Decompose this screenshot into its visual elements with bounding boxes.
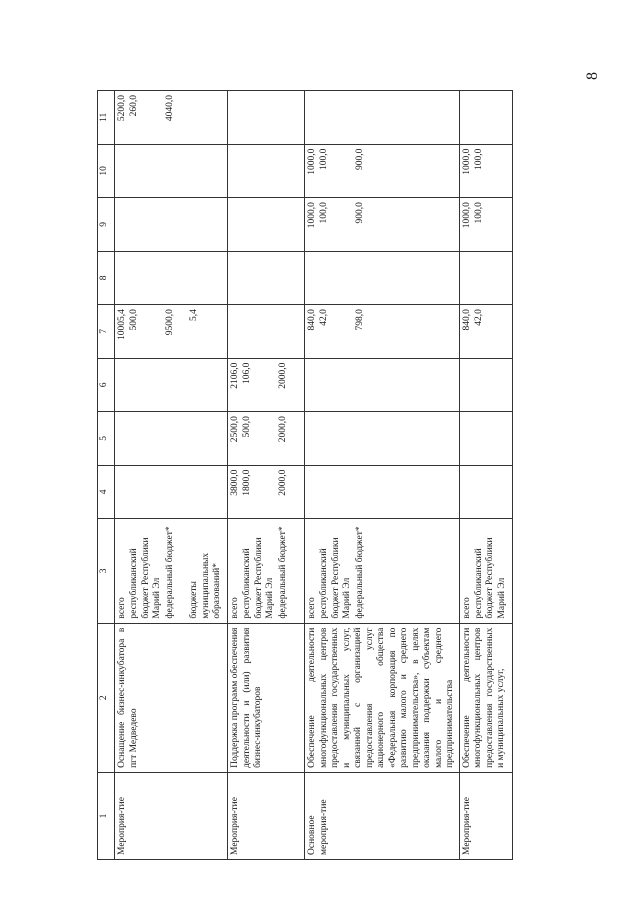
value-cell-c10 bbox=[459, 144, 512, 198]
funding-source: республиканский бюджет Республики Марий Эл bbox=[473, 537, 507, 619]
value-cell-c5 bbox=[305, 412, 460, 466]
amount: 100,0 bbox=[319, 148, 329, 170]
amount bbox=[117, 416, 129, 461]
amount bbox=[355, 363, 379, 408]
column-header: 11 bbox=[98, 91, 115, 145]
page-number: 8 bbox=[584, 72, 601, 80]
amount bbox=[165, 470, 189, 515]
row-sources bbox=[459, 519, 512, 624]
funding-source: бюджеты муниципальных образований* bbox=[189, 552, 222, 619]
column-header: 7 bbox=[98, 305, 115, 359]
table-row bbox=[115, 91, 228, 860]
amount: 1000,0 bbox=[307, 148, 317, 175]
amount bbox=[307, 363, 319, 408]
amount: 260,0 bbox=[129, 95, 139, 117]
column-header: 6 bbox=[98, 358, 115, 412]
amount bbox=[230, 95, 242, 140]
amount bbox=[278, 202, 302, 247]
amount bbox=[474, 95, 510, 140]
amount bbox=[242, 256, 278, 301]
funding-source: республиканский бюджет Республики Марий Эл bbox=[319, 537, 352, 619]
row-sources bbox=[228, 519, 305, 624]
amount: 3800,0 bbox=[230, 469, 240, 496]
row-name: Обеспечение деятельности многофункциональных центров предоставления государственных и муниципальных услуг, bbox=[459, 623, 512, 772]
amount: 500,0 bbox=[129, 309, 139, 331]
amount bbox=[319, 95, 355, 140]
table-row bbox=[305, 91, 460, 860]
amount: 100,0 bbox=[473, 202, 484, 224]
value-cell-c8 bbox=[305, 251, 460, 305]
row-sources bbox=[305, 519, 460, 624]
row-name: Оснащение бизнес-инкубатора в пгт Медведево bbox=[115, 623, 228, 772]
column-header: 2 bbox=[98, 623, 115, 772]
amount bbox=[242, 149, 278, 194]
amount bbox=[129, 470, 165, 515]
row-name: Поддержка программ обеспечения деятельности и (или) развития бизнес-инкубаторов bbox=[228, 623, 305, 772]
funding-source: всего bbox=[230, 597, 240, 619]
amount bbox=[117, 256, 129, 301]
column-header: 9 bbox=[98, 198, 115, 252]
funding-source: федеральный бюджет* bbox=[165, 526, 175, 619]
amount bbox=[474, 256, 510, 301]
amount bbox=[278, 95, 302, 140]
value-cell-c11 bbox=[115, 91, 228, 145]
amount bbox=[165, 256, 189, 301]
row-name: Обеспечение деятельности многофункциональных центров предоставления государственных и муниципальных услуг, связанной с организацией предоставления услуг акционерного общества «Федеральная корпорация по развитию малого и среднего предпринимательства», в целях оказания поддержки субъектам малого и среднего предпринимательства bbox=[305, 623, 460, 772]
amount: 1000,0 bbox=[307, 202, 317, 229]
amount: 4040,0 bbox=[165, 95, 175, 122]
funding-source: федеральный бюджет* bbox=[278, 526, 288, 619]
value-cell-c8 bbox=[228, 251, 305, 305]
amount: 2000,0 bbox=[278, 469, 288, 496]
row-sources bbox=[115, 519, 228, 624]
funding-source: республиканский бюджет Республики Марий Эл bbox=[129, 537, 162, 619]
amount: 2500,0 bbox=[230, 416, 240, 443]
amount bbox=[278, 309, 302, 354]
funding-table bbox=[97, 90, 513, 860]
amount bbox=[129, 416, 165, 461]
amount bbox=[189, 363, 225, 408]
amount bbox=[129, 363, 165, 408]
amount bbox=[189, 470, 225, 515]
value-cell-c11 bbox=[228, 91, 305, 145]
amount bbox=[117, 202, 129, 247]
funding-source: всего bbox=[461, 597, 472, 619]
amount bbox=[462, 363, 474, 408]
amount bbox=[129, 149, 165, 194]
amount bbox=[474, 416, 510, 461]
amount bbox=[355, 470, 379, 515]
value-cell-c10 bbox=[115, 144, 228, 198]
value-cell-c8 bbox=[115, 251, 228, 305]
amount bbox=[278, 149, 302, 194]
value-cell-c10 bbox=[228, 144, 305, 198]
value-cell-c5 bbox=[459, 412, 512, 466]
amount: 2106,0 bbox=[230, 362, 240, 389]
amount bbox=[165, 363, 189, 408]
column-header: 3 bbox=[98, 519, 115, 624]
amount: 500,0 bbox=[242, 416, 252, 438]
amount bbox=[474, 363, 510, 408]
amount bbox=[189, 202, 225, 247]
amount: 1000,0 bbox=[461, 202, 472, 229]
amount bbox=[355, 256, 379, 301]
amount bbox=[319, 363, 355, 408]
amount bbox=[189, 95, 225, 140]
value-cell-c6 bbox=[228, 358, 305, 412]
amount bbox=[242, 95, 278, 140]
funding-source: всего bbox=[117, 597, 127, 619]
value-cell-c11 bbox=[459, 91, 512, 145]
funding-source: федеральный бюджет* bbox=[355, 526, 365, 619]
value-cell-c9 bbox=[115, 198, 228, 252]
amount bbox=[462, 416, 474, 461]
row-kind: Основное мероприя-тие bbox=[305, 772, 460, 859]
amount: 900,0 bbox=[355, 202, 365, 224]
amount: 2000,0 bbox=[278, 362, 288, 389]
amount: 100,0 bbox=[473, 148, 484, 170]
amount bbox=[129, 202, 165, 247]
amount bbox=[307, 95, 319, 140]
value-cell-c6 bbox=[305, 358, 460, 412]
amount bbox=[230, 309, 242, 354]
amount bbox=[129, 256, 165, 301]
amount bbox=[165, 416, 189, 461]
amount bbox=[462, 256, 474, 301]
row-kind: Мероприя-тие bbox=[459, 772, 512, 859]
amount bbox=[189, 416, 225, 461]
column-header: 5 bbox=[98, 412, 115, 466]
amount: 798,0 bbox=[355, 309, 365, 331]
amount: 42,0 bbox=[319, 309, 329, 326]
amount bbox=[278, 256, 302, 301]
amount bbox=[307, 470, 319, 515]
amount: 106,0 bbox=[242, 362, 252, 384]
amount bbox=[355, 416, 379, 461]
amount bbox=[230, 256, 242, 301]
amount: 1000,0 bbox=[461, 148, 472, 175]
amount bbox=[165, 149, 189, 194]
amount bbox=[165, 202, 189, 247]
amount bbox=[319, 470, 355, 515]
amount: 900,0 bbox=[355, 148, 365, 170]
header-row bbox=[98, 91, 115, 860]
column-header: 4 bbox=[98, 465, 115, 519]
column-header: 1 bbox=[98, 772, 115, 859]
column-header: 10 bbox=[98, 144, 115, 198]
funding-source: всего bbox=[307, 597, 317, 619]
funding-source: республиканский бюджет Республики Марий Эл bbox=[242, 537, 275, 619]
amount bbox=[230, 149, 242, 194]
value-cell-c7 bbox=[305, 305, 460, 359]
value-cell-c7 bbox=[115, 305, 228, 359]
rotated-table-wrapper bbox=[97, 90, 584, 860]
amount bbox=[355, 95, 379, 140]
amount: 42,0 bbox=[473, 309, 484, 326]
value-cell-c10 bbox=[305, 144, 460, 198]
amount bbox=[462, 470, 474, 515]
amount: 1800,0 bbox=[242, 469, 252, 496]
table-row bbox=[459, 91, 512, 860]
amount bbox=[462, 95, 474, 140]
amount bbox=[319, 416, 355, 461]
value-cell-c5 bbox=[115, 412, 228, 466]
amount bbox=[307, 416, 319, 461]
value-cell-c4 bbox=[115, 465, 228, 519]
value-cell-c8 bbox=[459, 251, 512, 305]
amount: 5,4 bbox=[189, 309, 199, 321]
table-row bbox=[228, 91, 305, 860]
amount bbox=[307, 256, 319, 301]
amount bbox=[189, 256, 225, 301]
row-kind: Мероприя-тие bbox=[115, 772, 228, 859]
value-cell-c9 bbox=[459, 198, 512, 252]
amount bbox=[189, 149, 225, 194]
table-body bbox=[115, 91, 513, 860]
amount: 9500,0 bbox=[165, 309, 175, 336]
value-cell-c7 bbox=[228, 305, 305, 359]
amount bbox=[117, 363, 129, 408]
amount: 840,0 bbox=[461, 309, 472, 331]
amount bbox=[230, 202, 242, 247]
amount: 10005,4 bbox=[117, 309, 127, 340]
value-cell-c6 bbox=[459, 358, 512, 412]
amount: 5200,0 bbox=[117, 95, 127, 122]
amount bbox=[242, 202, 278, 247]
amount: 2000,0 bbox=[278, 416, 288, 443]
row-kind: Мероприя-тие bbox=[228, 772, 305, 859]
amount: 100,0 bbox=[319, 202, 329, 224]
amount bbox=[117, 149, 129, 194]
value-cell-c4 bbox=[228, 465, 305, 519]
value-cell-c9 bbox=[305, 198, 460, 252]
amount bbox=[319, 256, 355, 301]
column-header: 8 bbox=[98, 251, 115, 305]
value-cell-c5 bbox=[228, 412, 305, 466]
value-cell-c7 bbox=[459, 305, 512, 359]
value-cell-c11 bbox=[305, 91, 460, 145]
value-cell-c4 bbox=[305, 465, 460, 519]
amount: 840,0 bbox=[307, 309, 317, 331]
amount bbox=[117, 470, 129, 515]
value-cell-c9 bbox=[228, 198, 305, 252]
value-cell-c4 bbox=[459, 465, 512, 519]
amount bbox=[242, 309, 278, 354]
amount bbox=[474, 470, 510, 515]
value-cell-c6 bbox=[115, 358, 228, 412]
